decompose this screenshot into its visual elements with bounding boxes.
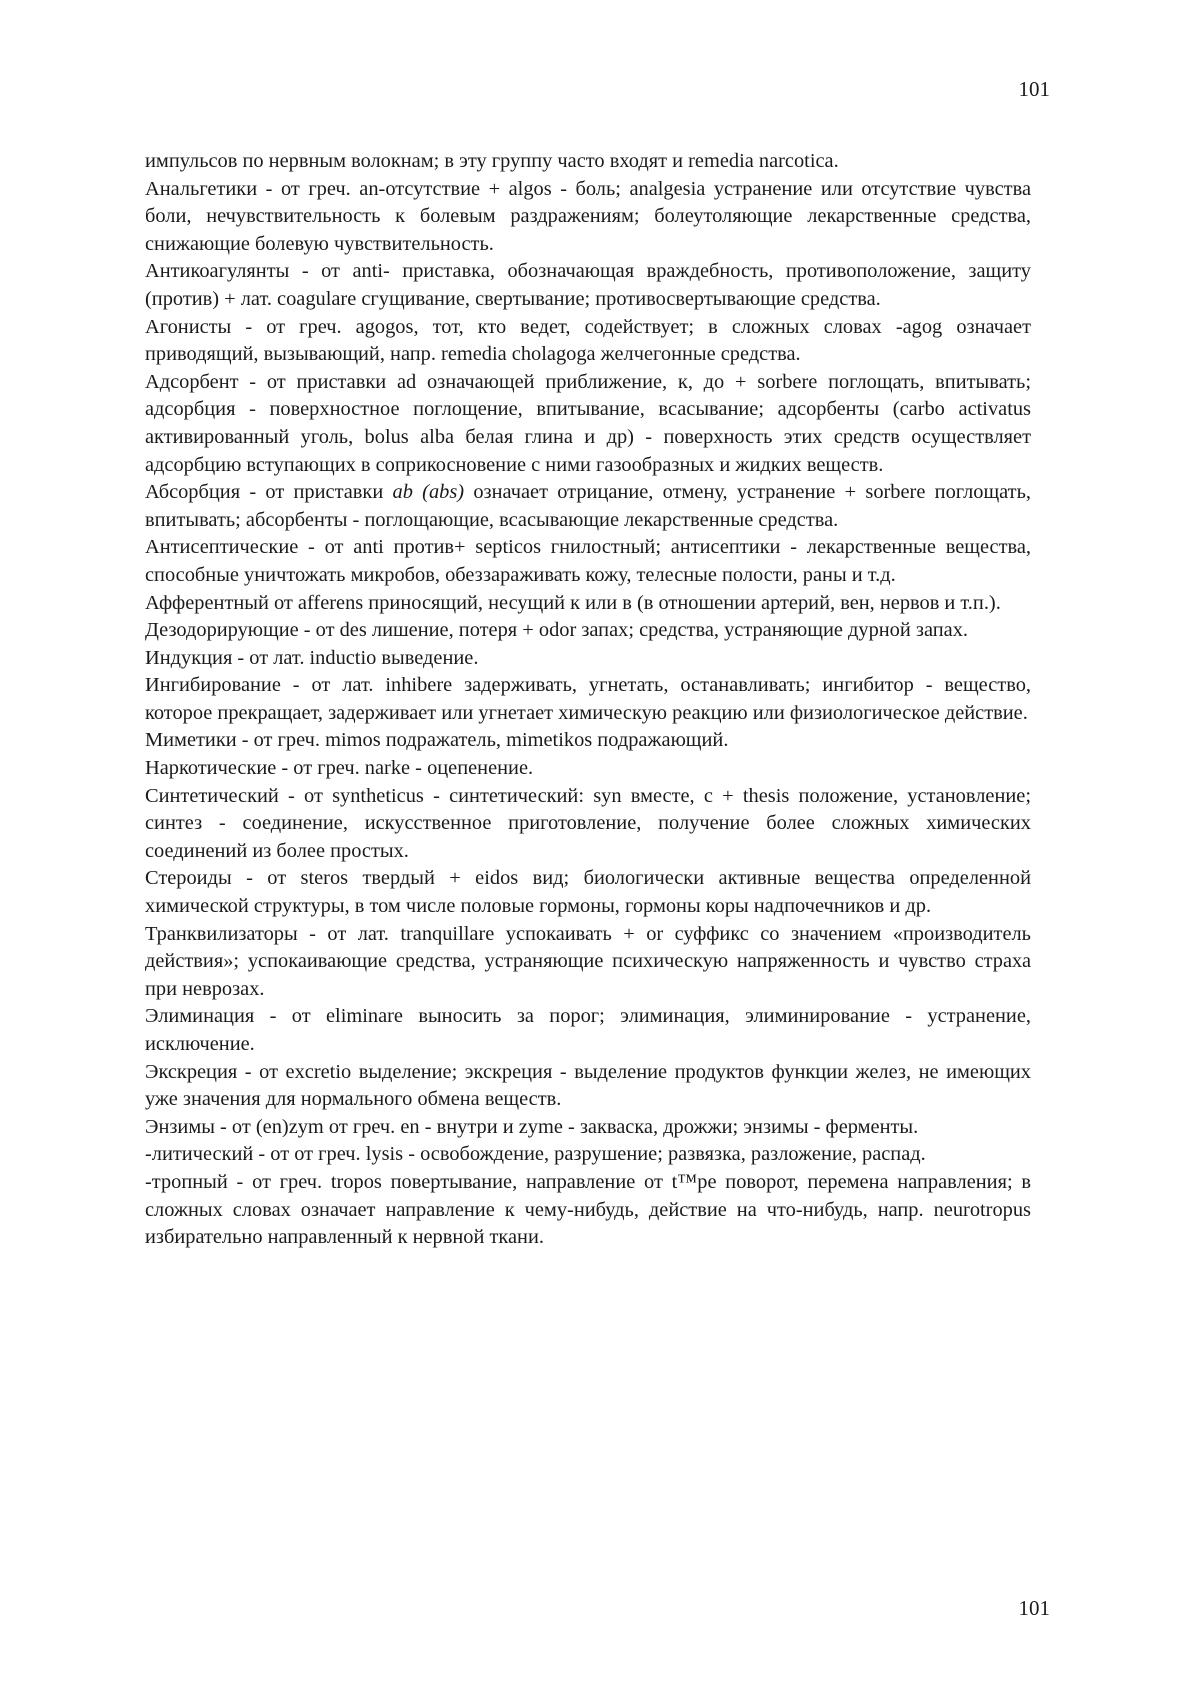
glossary-body [145, 148, 1031, 1252]
paragraph-analgesics: Анальгетики - от греч. an-отсутствие + algos - боль; analgesia устранение или отсутствие чувства боли, нечувствительность к болевым раздражениям; болеутоляющие лекарственные средства, снижающие болевую чувствительность. [145, 177, 1031, 255]
paragraph-lytic: -литический - от от греч. lysis - освобождение, разрушение; развязка, разложение, распад. [145, 1143, 926, 1166]
paragraph-agonists: Агонисты - от греч. agogos, тот, кто ведет, содействует; в сложных словах -agog означает приводящий, вызывающий, напр. remedia cholagoga желчегонные средства. [145, 315, 1031, 366]
paragraph-mimetics: Миметики - от греч. mimos подражатель, mimetikos подражающий. [145, 729, 729, 752]
page-number-top: 101 [1018, 77, 1050, 101]
absorption-text-before: Абсорбция - от приставки [145, 481, 393, 504]
paragraph-tranquilizers: Транквилизаторы - от лат. tranquillare успокаивать + or суффикс со значением «производитель действия»; успокаивающие средства, устраняющие психическую напряженность и чувство страха при неврозах. [145, 922, 1031, 1000]
absorption-text-after: означает отрицание, отмену, устранение + sorbere поглощать, впитывать; абсорбенты - поглощающие, всасывающие лекарственные средства. [145, 481, 1031, 531]
paragraph-induction: Индукция - от лат. inductio выведение. [145, 646, 479, 669]
paragraph-narcotics: Наркотические - от греч. narke - оцепенение. [145, 757, 534, 780]
paragraph-anticoagulants: Антикоагулянты - от anti- приставка, обозначающая враждебность, противоположение, защиту (против) + лат. coagulare сгущивание, свертывание; противосвертывающие средства. [145, 260, 1031, 310]
paragraph-excretion: Экскреция - от excretio выделение; экскреция - выделение продуктов функции желез, не имеющих уже значения для нормального обмена веществ. [145, 1060, 1031, 1111]
paragraph-afferent: Афферентный от afferens приносящий, несущий к или в (в отношении артерий, вен, нервов и т.п.). [145, 591, 1001, 614]
paragraph-enzymes: Энзимы - от (en)zym от греч. en - внутри и zyme - закваска, дрожжи; энзимы - ферменты. [145, 1115, 919, 1138]
paragraph: импульсов по нервным волокнам; в эту группу часто входят и remedia narcotica. [145, 150, 839, 172]
page-number-bottom: 101 [1018, 1596, 1050, 1620]
paragraph-adsorbent: Адсорбент - от приставки ad означающей приближение, к, до + sorbere поглощать, впитывать; адсорбция - поверхностное поглощение, впитывание, всасывание; адсорбенты (carbo activatus активированный уголь, bolus alba белая глина и др) - поверхность этих средств осуществляет адсорбцию вступающих в соприкосновение с ними газообразных и жидких веществ. [145, 370, 1031, 476]
paragraph-tropic: -тропный - от греч. tropos повертывание, направление от t™pe поворот, перемена направления; в сложных словах означает направление к чему-нибудь, действие на что-нибудь, напр. neurotropus избирательно направленный к нервной ткани. [145, 1170, 1031, 1249]
paragraph-synthetic: Синтетический - от syntheticus - синтетический: syn вместе, с + thesis положение, установление; синтез - соединение, искусственное приготовление, получение более сложных химических соединений из более простых. [145, 784, 1031, 862]
paragraph-steroids: Стероиды - от steros твердый + eidos вид; биологически активные вещества определенной химической структуры, в том числе половые гормоны, гормоны коры надпочечников и др. [145, 867, 1031, 918]
paragraph-absorption [145, 479, 1031, 534]
paragraph-inhibition: Ингибирование - от лат. inhibere задерживать, угнетать, останавливать; ингибитор - вещество, которое прекращает, задерживает или угнетает химическую реакцию или физиологическое действие. [145, 674, 1031, 724]
paragraph-antiseptics: Антисептические - от anti против+ septicos гнилостный; антисептики - лекарственные вещества, способные уничтожать микробов, обеззараживать кожу, телесные полости, раны и т.д. [145, 536, 1031, 586]
paragraph-elimination: Элиминация - от eliminare выносить за порог; элиминация, элиминирование - устранение, исключение. [145, 1005, 1031, 1055]
absorption-text-italic: ab (abs) [392, 481, 465, 504]
paragraph-deodorants: Дезодорирующие - от des лишение, потеря + odor запах; средства, устраняющие дурной запах. [145, 619, 968, 642]
